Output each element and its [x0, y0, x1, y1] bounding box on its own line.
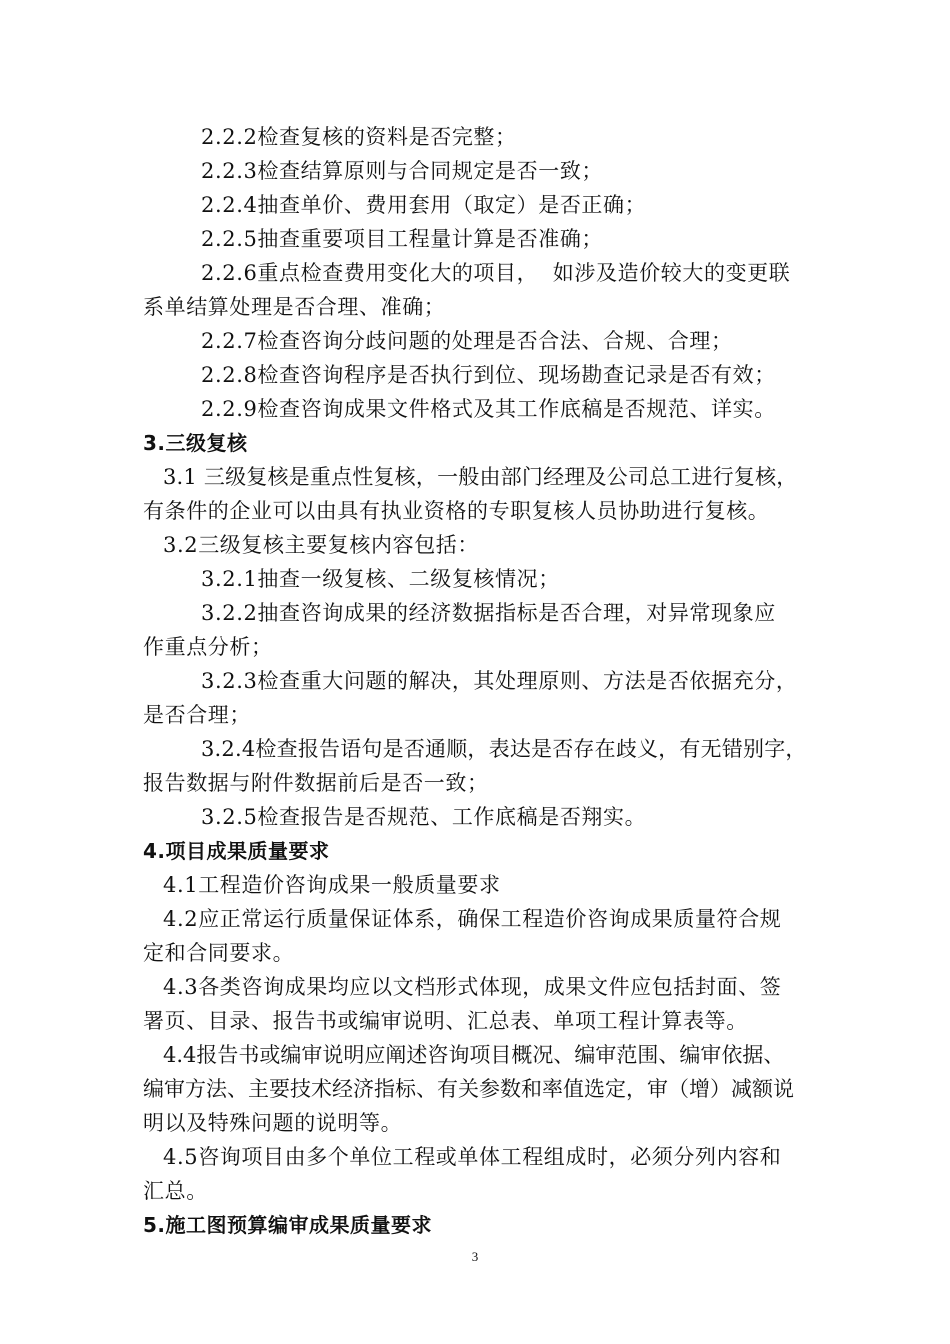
text-line: 3.1 三级复核是重点性复核，一般由部门经理及公司总工进行复核，: [163, 465, 798, 489]
text-line: 4.5咨询项目由多个单位工程或单体工程组成时，必须分列内容和: [163, 1145, 782, 1169]
text-line: 作重点分析；: [143, 635, 273, 659]
text-line: 2.2.3检查结算原则与合同规定是否一致；: [201, 159, 604, 183]
text-line: 定和合同要求。: [143, 941, 295, 965]
text-line: 4.1工程造价咨询成果一般质量要求: [163, 873, 501, 897]
text-line: 报告数据与附件数据前后是否一致；: [143, 771, 489, 795]
section-heading: 4.项目成果质量要求: [143, 839, 330, 863]
text-line: 2.2.7检查咨询分歧问题的处理是否合法、合规、合理；: [201, 329, 733, 353]
text-line: 2.2.5抽查重要项目工程量计算是否准确；: [201, 227, 604, 251]
text-line: 编审方法、主要技术经济指标、有关参数和率值选定，审（增）减额说: [143, 1077, 794, 1101]
text-line: 3.2.3检查重大问题的解决，其处理原则、方法是否依据充分，: [201, 669, 798, 693]
text-line: 3.2.4检查报告语句是否通顺，表达是否存在歧义，有无错别字，: [201, 737, 807, 761]
text-line: 系单结算处理是否合理、准确；: [143, 295, 446, 319]
text-line: 署页、目录、报告书或编审说明、汇总表、单项工程计算表等。: [143, 1009, 748, 1033]
text-line: 3.2.5检查报告是否规范、工作底稿是否翔实。: [201, 805, 647, 829]
section-heading: 3.三级复核: [143, 431, 248, 455]
text-line: 汇总。: [143, 1179, 208, 1203]
text-line: 4.4报告书或编审说明应阐述咨询项目概况、编审范围、编审依据、: [163, 1043, 785, 1067]
text-line: 4.3各类咨询成果均应以文档形式体现，成果文件应包括封面、签: [163, 975, 782, 999]
text-line: 明以及特殊问题的说明等。: [143, 1111, 403, 1135]
text-line: 2.2.9检查咨询成果文件格式及其工作底稿是否规范、详实。: [201, 397, 776, 421]
text-line: 2.2.6重点检查费用变化大的项目， 如涉及造价较大的变更联: [201, 261, 791, 285]
text-line: 是否合理；: [143, 703, 251, 727]
text-line: 3.2三级复核主要复核内容包括：: [163, 533, 479, 557]
section-heading: 5.施工图预算编审成果质量要求: [143, 1213, 433, 1237]
text-line: 3.2.2抽查咨询成果的经济数据指标是否合理，对异常现象应: [201, 601, 776, 625]
text-line: 3.2.1抽查一级复核、二级复核情况；: [201, 567, 560, 591]
text-line: 2.2.8检查咨询程序是否执行到位、现场勘查记录是否有效；: [201, 363, 776, 387]
text-line: 2.2.4抽查单价、费用套用（取定）是否正确；: [201, 193, 647, 217]
text-line: 2.2.2检查复核的资料是否完整；: [201, 125, 517, 149]
text-line: 4.2应正常运行质量保证体系，确保工程造价咨询成果质量符合规: [163, 907, 782, 931]
page-number: 3: [471, 1249, 479, 1264]
text-line: 有条件的企业可以由具有执业资格的专职复核人员协助进行复核。: [143, 499, 770, 523]
